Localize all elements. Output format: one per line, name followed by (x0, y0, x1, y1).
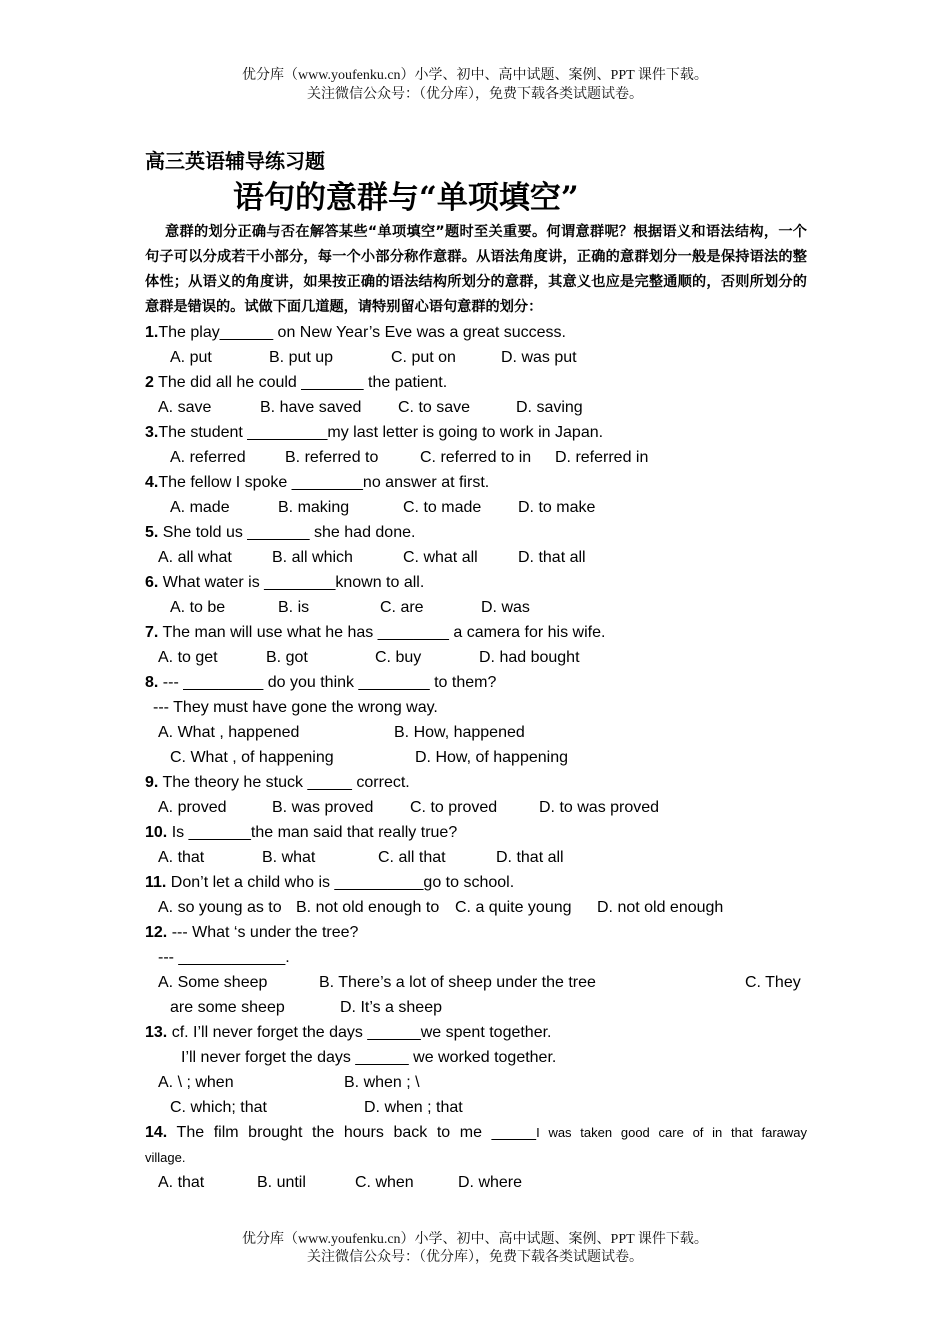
option-b: B. not old enough to (296, 899, 440, 916)
question-text: --- What ‘s under the tree? (167, 924, 359, 941)
options-13-cd (145, 1095, 807, 1120)
intro-paragraph: 意群的划分正确与否在解答某些“单项填空”题时至关重要。何谓意群呢？根据语义和语法结构，一个句子可以分成若干小部分，每一个小部分称作意群。从语法角度讲，正确的意群划分一般是保持语法的整体性；从语义的角度讲，如果按正确的语法结构所划分的意群，其意义也应是完整通顺的，否则所划分的意群是错误的。试做下面几道题，请特别留心语句意群的划分： (145, 224, 807, 315)
option-a: A. that (158, 849, 205, 866)
option-d: D. was put (501, 349, 577, 366)
options-13-ab (145, 1070, 807, 1095)
option-a: A. that (158, 1174, 205, 1191)
options-10 (145, 845, 807, 870)
question-8-reply (145, 695, 807, 720)
question-number: 12. (145, 924, 168, 941)
question-text: The film brought the hours back to me _____ (167, 1124, 537, 1141)
question-text: The fellow I spoke ________no answer at first. (158, 474, 490, 491)
option-c: C. which; that (170, 1099, 267, 1116)
option-b: B. making (278, 499, 350, 516)
question-13 (145, 1020, 807, 1045)
question-12-reply (145, 945, 807, 970)
options-8-ab (145, 720, 807, 745)
option-a: A. Some sheep (158, 974, 268, 991)
option-b: B. put up (269, 349, 334, 366)
option-c: C. what all (403, 549, 478, 566)
question-number: 1. (145, 324, 159, 341)
question-text: --- _________ do you think ________ to them? (158, 674, 497, 691)
option-d: D. to was proved (539, 799, 660, 816)
question-number: 14. (145, 1124, 168, 1141)
question-3 (145, 420, 807, 445)
options-2 (145, 395, 807, 420)
option-b: B. How, happened (394, 724, 525, 741)
question-10 (145, 820, 807, 845)
option-d: D. had bought (479, 649, 580, 666)
options-6 (145, 595, 807, 620)
option-b: B. have saved (260, 399, 362, 416)
question-text: Is _______the man said that really true? (167, 824, 458, 841)
question-12 (145, 920, 807, 945)
document-body (145, 146, 807, 1195)
option-c: C. to save (398, 399, 471, 416)
option-c: C. What , of happening (170, 749, 334, 766)
option-c: C. to proved (410, 799, 498, 816)
option-a: A. save (158, 399, 212, 416)
option-a: A. all what (158, 549, 232, 566)
options-5 (145, 545, 807, 570)
question-text: She told us _______ she had done. (158, 524, 416, 541)
question-number: 9. (145, 774, 159, 791)
reply-text: --- ____________. (158, 949, 290, 966)
header-line-1: 优分库（www.youfenku.cn）小学、初中、高中试题、案例、PPT 课件下载。 (242, 68, 708, 83)
option-c: C. all that (378, 849, 446, 866)
question-8 (145, 670, 807, 695)
question-text-small: I was taken good care of in that faraway (536, 1125, 807, 1140)
option-a: A. to get (158, 649, 218, 666)
option-d: D. referred in (555, 449, 649, 466)
question-text: The student _________my last letter is going to work in Japan. (158, 424, 604, 441)
question-11 (145, 870, 807, 895)
question-4 (145, 470, 807, 495)
header-line-2: 关注微信公众号：（优分库），免费下载各类试题试卷。 (307, 87, 643, 102)
question-1 (145, 320, 807, 345)
option-c: C. They (745, 974, 801, 991)
subtitle: 高三英语辅导练习题 (145, 149, 325, 173)
question-number: 4. (145, 474, 159, 491)
option-d: D. How, of happening (415, 749, 568, 766)
question-number: 3. (145, 424, 159, 441)
reply-text: --- They must have gone the wrong way. (153, 699, 438, 716)
options-1 (145, 345, 807, 370)
question-text: The man will use what he has ________ a camera for his wife. (158, 624, 606, 641)
option-c-continued: are some sheep (170, 999, 285, 1016)
question-text: cf. I’ll never forget the days ______we spent together. (167, 1024, 552, 1041)
options-3 (145, 445, 807, 470)
option-c: C. when (355, 1174, 414, 1191)
option-a: A. referred (170, 449, 246, 466)
options-7 (145, 645, 807, 670)
question-5 (145, 520, 807, 545)
option-c: C. are (380, 599, 424, 616)
question-text: Don’t let a child who is __________go to school. (166, 874, 515, 891)
question-number: 6. (145, 574, 159, 591)
option-a: A. to be (170, 599, 226, 616)
option-b: B. There’s a lot of sheep under the tree (319, 974, 596, 991)
option-c: C. put on (391, 349, 456, 366)
options-4 (145, 495, 807, 520)
option-a: A. What , happened (158, 724, 300, 741)
option-b: B. all which (272, 549, 353, 566)
option-d: D. where (458, 1174, 523, 1191)
question-7 (145, 620, 807, 645)
reply-text: I’ll never forget the days ______ we worked together. (181, 1049, 557, 1066)
question-number: 7. (145, 624, 159, 641)
question-number: 11. (145, 874, 167, 891)
options-9 (145, 795, 807, 820)
question-6 (145, 570, 807, 595)
option-c: C. buy (375, 649, 422, 666)
footer-line-2: 关注微信公众号：（优分库），免费下载各类试题试卷。 (307, 1250, 643, 1265)
question-14 (145, 1120, 807, 1145)
option-b: B. was proved (272, 799, 374, 816)
option-d: D. when ; that (364, 1099, 463, 1116)
question-text-continued: village. (145, 1150, 186, 1165)
option-b: B. got (266, 649, 308, 666)
page-title: 语句的意群与“单项填空” (233, 180, 579, 216)
options-12-d (145, 995, 807, 1020)
option-d: D. not old enough (597, 899, 724, 916)
question-number: 5. (145, 524, 159, 541)
footer-line-1: 优分库（www.youfenku.cn）小学、初中、高中试题、案例、PPT 课件下载。 (242, 1232, 708, 1247)
option-a: A. proved (158, 799, 227, 816)
option-b: B. until (257, 1174, 306, 1191)
question-text: The did all he could _______ the patient. (153, 374, 448, 391)
option-d: D. It’s a sheep (340, 999, 442, 1016)
options-14 (145, 1170, 807, 1195)
option-b: B. referred to (285, 449, 379, 466)
question-14-cont (145, 1145, 807, 1170)
option-a: A. put (170, 349, 212, 366)
option-d: D. was (481, 599, 530, 616)
question-2 (145, 370, 807, 395)
option-d: D. to make (518, 499, 596, 516)
option-b: B. is (278, 599, 310, 616)
option-a: A. so young as to (158, 899, 282, 916)
option-d: D. that all (518, 549, 586, 566)
question-number: 8. (145, 674, 159, 691)
options-8-cd (145, 745, 807, 770)
question-number: 2 (145, 374, 154, 391)
option-a: A. \ ; when (158, 1074, 234, 1091)
question-text: What water is ________known to all. (158, 574, 425, 591)
option-b: B. when ; \ (344, 1074, 420, 1091)
option-d: D. saving (516, 399, 583, 416)
option-d: D. that all (496, 849, 564, 866)
option-c: C. to made (403, 499, 482, 516)
question-number: 13. (145, 1024, 168, 1041)
question-9 (145, 770, 807, 795)
options-11 (145, 895, 807, 920)
option-a: A. made (170, 499, 230, 516)
option-b: B. what (262, 849, 316, 866)
question-text: The play______ on New Year’s Eve was a great success. (158, 324, 566, 341)
options-12-abc (145, 970, 807, 995)
question-13-line2 (145, 1045, 807, 1070)
option-c: C. referred to in (420, 449, 532, 466)
question-number: 10. (145, 824, 168, 841)
question-text: The theory he stuck _____ correct. (158, 774, 410, 791)
option-c: C. a quite young (455, 899, 572, 916)
